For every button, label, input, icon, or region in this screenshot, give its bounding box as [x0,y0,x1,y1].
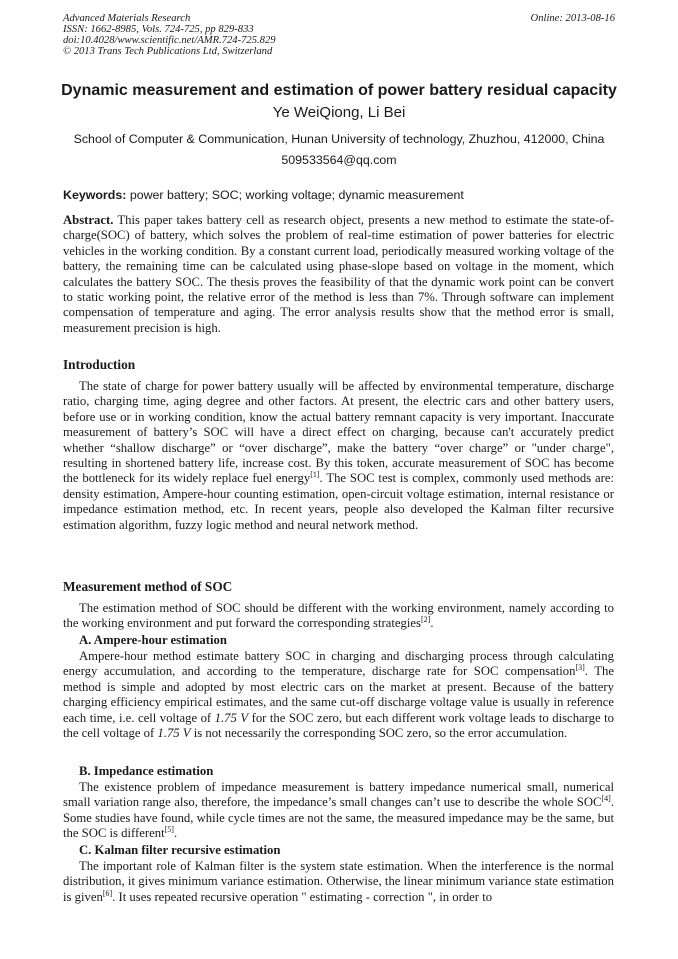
introduction-text-cont: . The SOC test is complex, commonly used methods are: density estimation, Ampere-hour counting estimation, open-circuit voltage estimation, internal resistance or impedance estimation method, etc. In recent years, people also developed the Kalman filter recursive estimation algorithm, fuzzy logic method and neural network method. [63,471,614,532]
introduction-heading: Introduction [63,357,136,372]
abstract-text: This paper takes battery cell as research object, presents a new method to estimate the state-of-charge(SOC) of battery, which solves the problem of real-time estimation of power batteries for electric vehicles in the working condition. By a constant current load, periodically measured working voltage of the battery, the remaining time can be calculated using phase-slope based on voltage in the moment, which calculates the battery SOC. The thesis proves the feasibility of that the dynamic work point can be convert to static working point, the relative error of the method is less than 7%. Through software can implement compensation of temperature and aging. The error analysis results show that the method error is small, measurement precision is high. [63,213,614,335]
section-c-heading: C. Kalman filter recursive estimation [79,843,281,857]
copyright-line: © 2013 Trans Tech Publications Ltd, Switzerland [63,46,273,57]
keywords-label: Keywords: [63,188,127,202]
introduction-text: The state of charge for power battery usually will be affected by environmental temperature, discharge ratio, charging time, aging degree and other factors. At present, the electric cars and other battery users, before use or in working condition, know the actual battery remnant capacity is very important. Inaccurate measurement of battery’s SOC will have a direct effect on charging, because can't accurately predict whether “shallow discharge” or “over discharge”, make the battery “over charge” or "under charge", resulting in shortened battery life, increase cost. By this token, accurate measurement of SOC has become the bottleneck for its widely replace fuel energy [63,379,614,486]
citation-2: [2] [420,615,431,625]
voltage-value-1: 1.75 V [214,710,249,725]
section-a-text-b: . The method is simple and adopted by most electric cars on the market at present. Because of the battery charging efficiency empirical estimates, and the same cut-off discharge voltage value is usually in reference each time, i.e. cell voltage of [63,664,614,725]
journal-name: Advanced Materials Research [63,13,191,24]
citation-1: [1] [310,470,320,480]
section-b-body [63,780,614,842]
doi-line: doi:10.4028/www.scientific.net/AMR.724-725.829 [63,35,276,46]
section-b-text-c: . [173,826,178,841]
affiliation: School of Computer & Communication, Hunan University of technology, Zhuzhou, 412000, China [73,132,605,146]
paper-authors: Ye WeiQiong, Li Bei [272,104,406,121]
measurement-text: The estimation method of SOC should be different with the working environment, namely according to the working environment and put forward the corresponding strategies [63,601,614,631]
section-a-text-d: is not necessarily the corresponding SOC zero, so the error accumulation. [190,726,568,741]
section-a-body [63,649,614,741]
citation-3: [3] [575,663,585,673]
section-c-body [63,859,614,905]
section-a-text: Ampere-hour method estimate battery SOC in charging and discharging process through calculating energy accumulation, and according to the temperature, discharge rate for SOC compensation [63,649,614,679]
measurement-body [63,601,614,632]
abstract-label: Abstract. [63,213,114,227]
online-date: Online: 2013-08-16 [530,13,615,24]
citation-5: [5] [164,824,174,834]
section-b-text: The existence problem of impedance measurement is battery impedance numerical small, numerical small variation range also, therefore, the impedance’s small changes can’t use to describe the whole SOC [63,780,614,810]
paper-title: Dynamic measurement and estimation of power battery residual capacity [61,82,617,99]
section-b-text-b: . Some studies have found, while cycle times are not the same, the measured impedance may be the same, but the SOC is different [63,795,614,841]
citation-4: [4] [601,794,611,804]
measurement-text-end: . [430,616,434,631]
introduction-body [63,379,614,533]
issn-line: ISSN: 1662-8985, Vols. 724-725, pp 829-833 [63,24,254,35]
author-email: 509533564@qq.com [281,153,397,167]
voltage-value-2: 1.75 V [157,726,191,741]
section-c-text-b: . It uses repeated recursive operation " estimating - correction ", in order to [112,889,493,904]
section-c-text: The important role of Kalman filter is the system state estimation. When the interference is the normal distribution, it gives minimum variance estimation. Otherwise, the linear minimum variance state estimation is given [63,859,614,904]
section-a-text-c: for the SOC zero, but each different work voltage leads to discharge to the cell voltage of [63,710,615,741]
section-b-heading: B. Impedance estimation [79,764,214,778]
measurement-heading: Measurement method of SOC [63,579,233,594]
abstract [63,213,614,336]
keywords-text: power battery; SOC; working voltage; dynamic measurement [129,188,464,202]
section-a-heading: A. Ampere-hour estimation [79,633,227,647]
journal-header [63,13,276,57]
citation-6: [6] [102,888,113,898]
keywords-line [63,188,464,202]
